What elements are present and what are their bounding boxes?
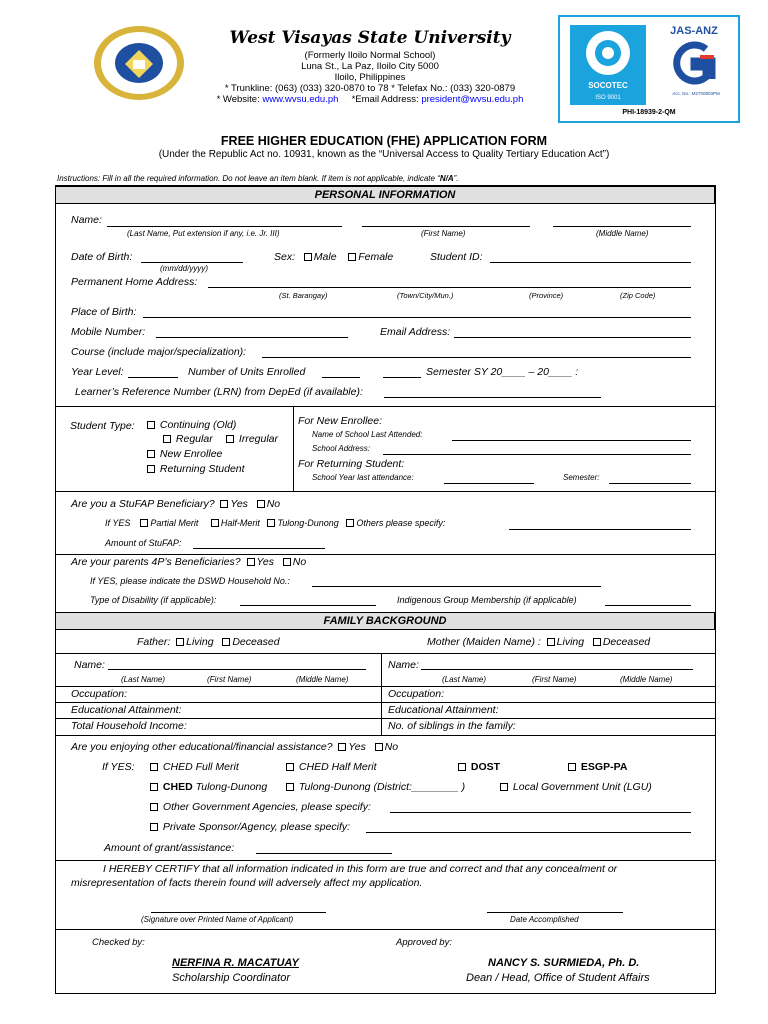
- tulong-dunong-checkbox[interactable]: [267, 519, 275, 527]
- indigenous-field[interactable]: [605, 605, 691, 606]
- course-label: Course (include major/specialization):: [71, 346, 247, 358]
- divider: [55, 735, 716, 736]
- dost-option: [458, 761, 500, 773]
- student-id-label: Student ID:: [430, 251, 483, 263]
- ched-full-label: CHED Full Merit: [162, 761, 239, 773]
- units-field-1[interactable]: [322, 377, 360, 378]
- dswd-label: If YES, please indicate the DSWD Household No.:: [90, 576, 290, 586]
- father-living-label: Living: [186, 636, 214, 648]
- female-label: Female: [358, 251, 394, 263]
- fourps-no-checkbox[interactable]: [283, 558, 291, 566]
- private-option: [150, 821, 350, 833]
- checker-name: NERFINA R. MACATUAY: [172, 957, 299, 969]
- esgp-label: ESGP-PA: [580, 761, 628, 773]
- checker-title: Scholarship Coordinator: [172, 972, 291, 984]
- mother-middle-hint: (Middle Name): [620, 675, 673, 684]
- continuing-label: Continuing (Old): [159, 419, 237, 431]
- stufap-row: [71, 498, 280, 510]
- lgu-option: [500, 781, 652, 793]
- irregular-checkbox[interactable]: [226, 435, 234, 443]
- instructions-text: Instructions: Fill in all the required information. Do not leave an item blank. If item is not applicable, indicate “: [57, 174, 440, 183]
- new-enrollee-checkbox[interactable]: [147, 450, 155, 458]
- ched-full-checkbox[interactable]: [150, 763, 158, 771]
- new-enrollee-option: [147, 448, 222, 460]
- signature-label: (Signature over Printed Name of Applicant): [141, 915, 294, 924]
- approved-by-label: Approved by:: [396, 937, 452, 948]
- divider: [55, 491, 716, 492]
- father-label: Father:: [137, 636, 171, 648]
- sy-last-field[interactable]: [444, 483, 534, 484]
- father-name-field[interactable]: [108, 669, 366, 670]
- lgu-label: Local Government Unit (LGU): [512, 781, 652, 793]
- jas-anz-title: JAS-ANZ: [670, 25, 718, 37]
- ched-td-label: Tulong-Dunong: [195, 781, 268, 793]
- email-field[interactable]: [454, 337, 691, 338]
- form-subtitle: (Under the Republic Act no. 10931, known as the “Universal Access to Quality Tertiary Education Act”): [158, 149, 610, 160]
- esgp-option: [568, 761, 627, 773]
- private-field[interactable]: [366, 832, 691, 833]
- perm-address-field[interactable]: [208, 287, 691, 288]
- divider: [55, 554, 716, 555]
- place-birth-label: Place of Birth:: [71, 306, 137, 318]
- middle-name-field[interactable]: [553, 226, 691, 227]
- ched-half-label: CHED Half Merit: [298, 761, 377, 773]
- fourps-row: [71, 556, 306, 568]
- socotec-logo: [570, 25, 646, 105]
- course-field[interactable]: [262, 357, 691, 358]
- place-birth-field[interactable]: [143, 317, 691, 318]
- other-gov-checkbox[interactable]: [150, 803, 158, 811]
- sex-group: [274, 251, 393, 263]
- male-checkbox[interactable]: [304, 253, 312, 261]
- others-specify-field[interactable]: [509, 529, 691, 530]
- dob-field[interactable]: [141, 262, 243, 263]
- zip-hint: (Zip Code): [620, 291, 656, 300]
- mother-row: [427, 636, 650, 648]
- website-link[interactable]: www.wvsu.edu.ph: [262, 94, 339, 105]
- divider: [55, 653, 716, 654]
- ched-td-checkbox[interactable]: [150, 783, 158, 791]
- address-line-1: Luna St., La Paz, Iloilo City 5000: [301, 61, 439, 72]
- disability-field[interactable]: [240, 605, 376, 606]
- divider: [55, 718, 716, 719]
- date-field[interactable]: [487, 912, 623, 913]
- amount-stufap-field[interactable]: [193, 548, 325, 549]
- ched-label: CHED: [162, 781, 193, 793]
- amount-field[interactable]: [256, 853, 392, 854]
- mother-occupation: Occupation:: [388, 688, 445, 700]
- jas-anz-acc: Acc. No.: M2700803PM: [672, 91, 720, 96]
- other-gov-option: [150, 801, 371, 813]
- mother-living-label: Living: [556, 636, 585, 648]
- fourps-yes-checkbox[interactable]: [247, 558, 255, 566]
- regular-checkbox[interactable]: [163, 435, 171, 443]
- iso-label: ISO 9001: [595, 95, 621, 101]
- others-label: Others please specify:: [356, 518, 446, 528]
- half-merit-checkbox[interactable]: [211, 519, 219, 527]
- irregular-option: [226, 433, 278, 445]
- school-address-label: School Address:: [312, 444, 370, 453]
- instructions: [57, 174, 459, 183]
- socotec-label: SOCOTEC: [588, 81, 628, 90]
- lrn-field[interactable]: [384, 397, 601, 398]
- ched-half-option: [286, 761, 377, 773]
- signature-field[interactable]: [151, 912, 326, 913]
- divider: [55, 406, 716, 407]
- jas-anz-logo: [666, 41, 722, 85]
- stufap-if-yes-row: [105, 518, 445, 528]
- father-row: [137, 636, 280, 648]
- returning-checkbox[interactable]: [147, 465, 155, 473]
- regular-option: [163, 433, 213, 445]
- school-last-label: Name of School Last Attended:: [312, 430, 423, 439]
- checked-by-label: Checked by:: [92, 937, 145, 948]
- disability-label: Type of Disability (if applicable):: [90, 595, 217, 605]
- certify-line-2: misrepresentation of facts therein found will adversely affect my application.: [71, 877, 423, 889]
- returning-option: [147, 463, 245, 475]
- fourps-question: Are your parents 4P’s Beneficiaries?: [71, 556, 241, 568]
- stufap-no-checkbox[interactable]: [257, 500, 265, 508]
- continuing-checkbox[interactable]: [147, 421, 155, 429]
- mother-education: Educational Attainment:: [388, 704, 499, 716]
- assistance-yes-checkbox[interactable]: [338, 743, 346, 751]
- mobile-label: Mobile Number:: [71, 326, 146, 338]
- returning-label: Returning Student: [159, 463, 245, 475]
- father-living-checkbox[interactable]: [176, 638, 184, 646]
- sy-last-label: School Year last attendance:: [312, 473, 414, 482]
- divider: [55, 686, 716, 687]
- stufap-if-yes: If YES: [105, 518, 131, 528]
- dswd-field[interactable]: [312, 586, 601, 587]
- student-type-label: Student Type:: [70, 420, 135, 432]
- website-label: * Website:: [216, 94, 260, 105]
- ched-half-checkbox[interactable]: [286, 763, 294, 771]
- fourps-no-label: No: [292, 556, 307, 568]
- student-id-field[interactable]: [490, 262, 691, 263]
- mobile-field[interactable]: [156, 337, 348, 338]
- for-new-label: For New Enrollee:: [298, 415, 383, 427]
- semester2-label: Semester:: [563, 473, 600, 482]
- td-district-checkbox[interactable]: [286, 783, 294, 791]
- instructions-end: ”.: [453, 174, 459, 183]
- male-label: Male: [313, 251, 337, 263]
- last-name-hint: (Last Name, Put extension if any, i.e. Jr. III): [127, 229, 280, 238]
- assistance-no-label: No: [384, 741, 399, 753]
- father-middle-hint: (Middle Name): [296, 675, 349, 684]
- divider: [55, 929, 716, 930]
- university-name: West Visayas State University: [229, 28, 511, 48]
- semester2-field[interactable]: [609, 483, 691, 484]
- lgu-checkbox[interactable]: [500, 783, 508, 791]
- household-income: Total Household Income:: [71, 720, 187, 732]
- university-seal: [92, 24, 186, 102]
- fourps-yes-label: Yes: [256, 556, 275, 568]
- female-checkbox[interactable]: [348, 253, 356, 261]
- sex-label: Sex:: [274, 251, 296, 263]
- new-enrollee-label: New Enrollee: [159, 448, 223, 460]
- amount-stufap-label: Amount of StuFAP:: [105, 538, 182, 548]
- instructions-na: N/A: [439, 174, 454, 183]
- email-label: *Email Address:: [351, 94, 419, 105]
- partial-merit-label: Partial Merit: [150, 518, 199, 528]
- td-district-label: Tulong-Dunong (District:________ ): [298, 781, 466, 793]
- units-field-2[interactable]: [383, 377, 421, 378]
- semester-label: Semester SY 20____ – 20____ :: [426, 366, 579, 378]
- father-education: Educational Attainment:: [71, 704, 182, 716]
- divider: [293, 406, 294, 491]
- dob-hint: (mm/dd/yyyy): [160, 264, 208, 273]
- phone-line: * Trunkline: (063) (033) 320-0870 to 78 * Telefax No.: (033) 320-0879: [224, 83, 516, 94]
- for-returning-label: For Returning Student:: [298, 458, 405, 470]
- web-email-line: [180, 94, 560, 105]
- stufap-no-label: No: [266, 498, 281, 510]
- form-title: FREE HIGHER EDUCATION (FHE) APPLICATION FORM: [220, 134, 548, 148]
- father-deceased-checkbox[interactable]: [222, 638, 230, 646]
- last-name-field[interactable]: [107, 226, 342, 227]
- lrn-label: Learner’s Reference Number (LRN) from DepEd (if available):: [75, 386, 363, 398]
- email-link[interactable]: president@wvsu.edu.ph: [421, 94, 524, 105]
- mother-living-checkbox[interactable]: [547, 638, 555, 646]
- family-heading: FAMILY BACKGROUND: [55, 612, 715, 630]
- mother-name-label: Name:: [388, 659, 419, 671]
- first-name-field[interactable]: [362, 226, 530, 227]
- ched-full-option: [150, 761, 239, 773]
- regular-label: Regular: [175, 433, 213, 445]
- stufap-question: Are you a StuFAP Beneficiary?: [71, 498, 215, 510]
- province-hint: (Province): [529, 291, 564, 300]
- school-address-field[interactable]: [383, 454, 691, 455]
- email-label: Email Address:: [380, 326, 451, 338]
- assistance-no-checkbox[interactable]: [375, 743, 383, 751]
- father-first-hint: (First Name): [207, 675, 252, 684]
- stufap-yes-checkbox[interactable]: [220, 500, 228, 508]
- mother-last-hint: (Last Name): [442, 675, 487, 684]
- esgp-checkbox[interactable]: [568, 763, 576, 771]
- dost-checkbox[interactable]: [458, 763, 466, 771]
- school-last-field[interactable]: [452, 440, 691, 441]
- name-label: Name:: [71, 214, 102, 226]
- half-merit-label: Half-Merit: [220, 518, 260, 528]
- dost-label: DOST: [470, 761, 501, 773]
- private-label: Private Sponsor/Agency, please specify:: [162, 821, 351, 833]
- mother-name-field[interactable]: [421, 669, 693, 670]
- divider: [55, 860, 716, 861]
- dob-label: Date of Birth:: [71, 251, 133, 263]
- date-label: Date Accomplished: [510, 915, 579, 924]
- others-checkbox[interactable]: [346, 519, 354, 527]
- assistance-row: [71, 741, 398, 753]
- partial-merit-checkbox[interactable]: [140, 519, 148, 527]
- td-district-option: [286, 781, 465, 793]
- certify-line-1: I HEREBY CERTIFY that all information indicated in this form are true and correct and that any concealment or: [103, 863, 618, 875]
- siblings-count: No. of siblings in the family:: [388, 720, 516, 732]
- stufap-yes-label: Yes: [230, 498, 248, 510]
- brgy-hint: (St. Barangay): [279, 291, 328, 300]
- mother-label: Mother (Maiden Name) :: [427, 636, 541, 648]
- ched-td-option: [150, 781, 267, 793]
- personal-info-heading: PERSONAL INFORMATION: [55, 186, 715, 204]
- mother-first-hint: (First Name): [532, 675, 577, 684]
- approver-title: Dean / Head, Office of Student Affairs: [466, 972, 650, 984]
- private-checkbox[interactable]: [150, 823, 158, 831]
- indigenous-label: Indigenous Group Membership (if applicable): [397, 595, 577, 605]
- mother-deceased-checkbox[interactable]: [593, 638, 601, 646]
- first-name-hint: (First Name): [421, 229, 466, 238]
- units-label: Number of Units Enrolled: [188, 366, 306, 378]
- divider: [381, 653, 382, 735]
- irregular-label: Irregular: [238, 433, 279, 445]
- continuing-option: [147, 419, 236, 431]
- other-gov-field[interactable]: [390, 812, 691, 813]
- assistance-if-yes: If YES:: [102, 761, 135, 773]
- certification-box: [558, 15, 740, 123]
- approver-name: NANCY S. SURMIEDA, Ph. D.: [488, 957, 640, 969]
- mother-deceased-label: Deceased: [602, 636, 651, 648]
- tulong-dunong-label: Tulong-Dunong: [277, 518, 339, 528]
- father-occupation: Occupation:: [71, 688, 128, 700]
- cert-code: PHI-18939-2-QM: [622, 109, 676, 116]
- formerly-line: (Formerly Iloilo Normal School): [304, 50, 436, 61]
- middle-name-hint: (Middle Name): [596, 229, 649, 238]
- perm-address-label: Permanent Home Address:: [71, 276, 198, 288]
- assistance-question: Are you enjoying other educational/financial assistance?: [71, 741, 333, 753]
- father-name-label: Name:: [74, 659, 105, 671]
- town-hint: (Town/City/Mun.): [397, 291, 454, 300]
- amount-label: Amount of grant/assistance:: [104, 842, 235, 854]
- father-last-hint: (Last Name): [121, 675, 166, 684]
- year-level-label: Year Level:: [71, 366, 124, 378]
- father-deceased-label: Deceased: [232, 636, 280, 648]
- other-gov-label: Other Government Agencies, please specify:: [162, 801, 371, 813]
- year-level-field[interactable]: [128, 377, 178, 378]
- assistance-yes-label: Yes: [348, 741, 366, 753]
- address-line-2: Iloilo, Philippines: [334, 72, 406, 83]
- divider: [55, 702, 716, 703]
